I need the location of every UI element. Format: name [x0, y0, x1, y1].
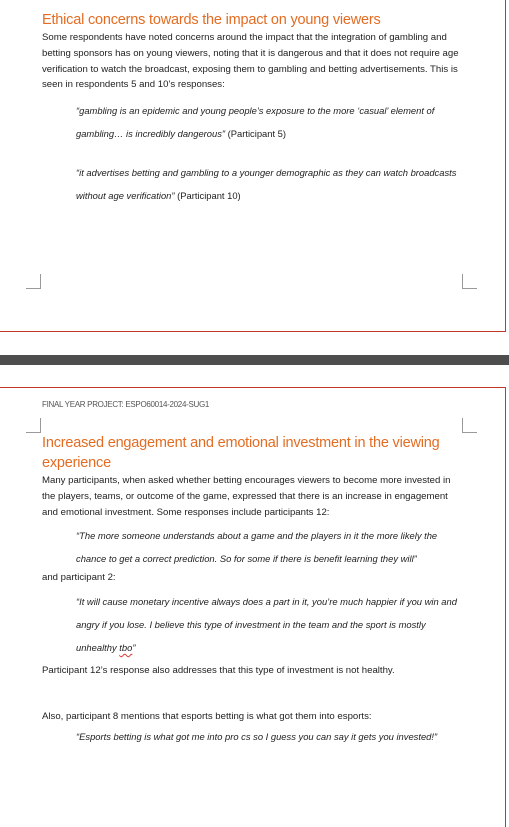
quote-source: (Participant 10) [174, 190, 241, 202]
quote-text: “gambling is an epidemic and young people’s exposure to the more ‘casual’ element of gambling… is incredibly dangerous” [76, 105, 435, 140]
intro-paragraph: Some respondents have noted concerns around the impact that the integration of gambling and betting sponsors has on young viewers, noting that it is dangerous and that it does not require age verification to watch the broadcast, exposing them to gambling and betting advertisements. This is seen in respondents 5 and 10’s responses: [42, 32, 459, 91]
quote-text: “Esports betting is what got me into pro cs so I guess you can say it gets you invested!” [76, 730, 438, 742]
crop-mark-top-left [26, 418, 41, 433]
document-page-top [0, 0, 506, 332]
bridge-text: and participant 2: [42, 572, 116, 584]
paragraph-participant-8: Also, participant 8 mentions that esports betting is what got them into esports: [42, 710, 372, 722]
section-heading-engagement: Increased engagement and emotional investment in the viewing experience [42, 435, 440, 471]
crop-mark-bottom-left [26, 274, 41, 289]
crop-mark-bottom-right [462, 274, 477, 289]
quote-participant-5 [76, 99, 460, 145]
section-heading-ethical-concerns: Ethical concerns towards the impact on young viewers [42, 12, 381, 28]
quote-participant-10 [76, 161, 460, 207]
quote-participant-12 [76, 524, 460, 570]
crop-mark-top-right [462, 418, 477, 433]
page-bottom-content [42, 433, 460, 745]
quote-source: (Participant 5) [225, 128, 287, 140]
page-separator-bar [0, 355, 509, 365]
quote-participant-8 [76, 729, 460, 745]
spellcheck-flagged-word[interactable]: tbo [119, 642, 133, 654]
quote-text: “It will cause monetary incentive always does a part in it, you’re much happier if you win and angry if you lose. I believe this type of investment in the team and the sport is mostly unhealthy [76, 596, 457, 654]
paragraph-participant-12-note: Participant 12’s response also addresses that this type of investment is not healthy. [42, 665, 395, 677]
quote-text: “it advertises betting and gambling to a younger demographic as they can watch broadcasts without age verification” [76, 167, 457, 202]
quote-participant-2 [76, 590, 460, 659]
page-top-content [42, 10, 460, 207]
intro-paragraph: Many participants, when asked whether betting encourages viewers to become more invested in the players, teams, or outcome of the game, expressed that there is an increase in engagement and emotional investment. Some responses include participants 12: [42, 475, 451, 518]
quote-text: “The more someone understands about a game and the players in it the more likely the chance to get a correct prediction. So for some if there is benefit learning they will” [76, 530, 438, 565]
running-header: FINAL YEAR PROJECT: ESPO60014-2024-SUG1 [42, 400, 210, 409]
quote-close: ” [132, 642, 136, 654]
document-page-bottom [0, 387, 506, 827]
